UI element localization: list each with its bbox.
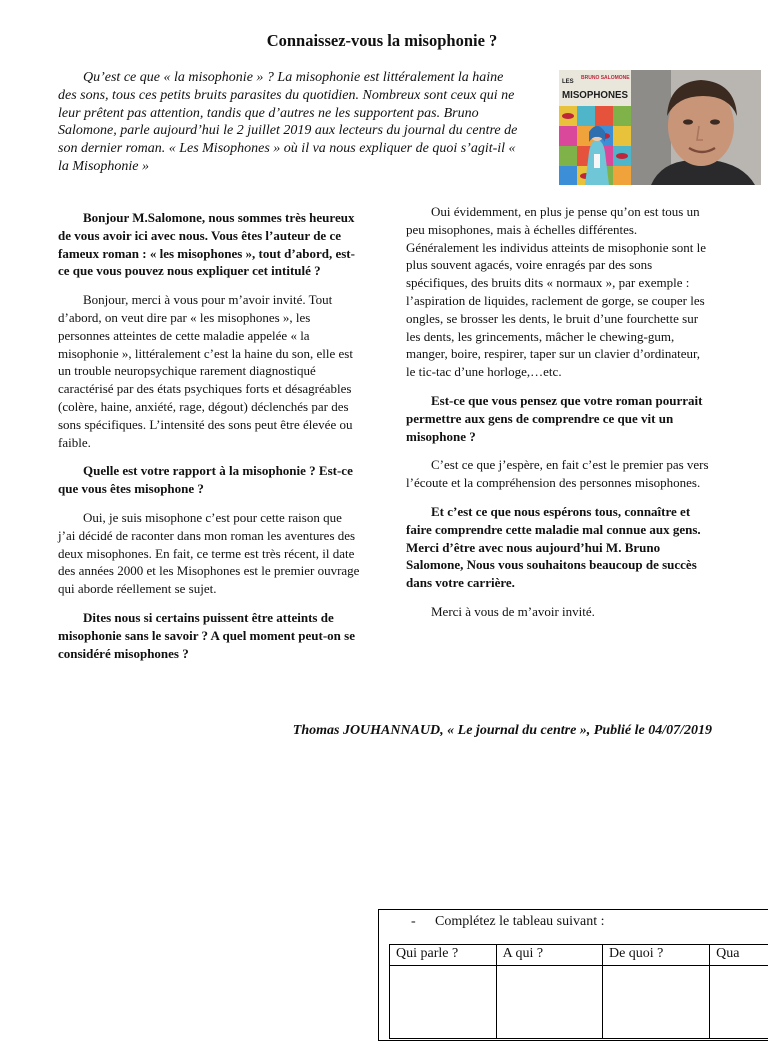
table-header-cell: Qua bbox=[710, 945, 768, 966]
cover-author: BRUNO SALOMONE bbox=[581, 75, 630, 81]
interview-question: Bonjour M.Salomone, nous sommes très heureux de vous avoir ici avec nous. Vous êtes l’auteur de ce fameux roman : « les misophones », tout d’abord, est-ce que vous pouvez nous expliquer cet intitulé ? bbox=[58, 210, 355, 279]
interview-question: Est-ce que vous pensez que votre roman pourrait permettre aux gens de comprendre ce que vit un misophone ? bbox=[406, 392, 703, 444]
table-header-cell: Qui parle ? bbox=[390, 945, 497, 966]
table-empty-cell[interactable] bbox=[710, 966, 768, 1039]
interview-answer: Oui, je suis misophone c’est pour cette raison que j’ai décidé de raconter dans mon roman les aventures des deux misophones. En fait, ce terme est très récent, il date des années 2000 et les Misophones est le premier ouvrage qui aborde réellement se sujet. bbox=[58, 509, 360, 597]
table-empty-cell[interactable] bbox=[496, 966, 602, 1039]
exercise-table bbox=[389, 944, 768, 1039]
bullet-dash: - bbox=[411, 914, 416, 929]
interview-question: Et c’est ce que nous espérons tous, connaître et faire comprendre cette maladie mal connue aux gens. Merci d’être avec nous aujourd’hui M. Bruno Salomone, Nous vous souhaitons beaucoup de succès dans votre carrière. bbox=[406, 503, 701, 591]
intro-paragraph: Qu’est ce que « la misophonie » ? La misophonie est littéralement la haine des sons, tous ces petits bruits parasites du quotidien. Nombreux sont ceux qui ne leur prêtent pas attention, tandis que d’autres ne les supportent pas. Bruno Salomone, parle aujourd’hui le 2 juillet 2019 aux lecteurs du journal du centre de son dernier roman. « Les Misophones » où il va nous expliquer de quoi s’agit-il « la Misophonie » bbox=[58, 70, 518, 174]
table-header-cell: A qui ? bbox=[496, 945, 602, 966]
interview-answer: Merci à vous de m’avoir invité. bbox=[431, 603, 595, 619]
cover-title: MISOPHONES bbox=[562, 89, 628, 101]
interview-answer: Oui évidemment, en plus je pense qu’on est tous un peu misophones, mais à échelles différentes. Généralement les individus atteints de misophonie sont le plus souvent agacés, voire enragés par des sons spécifiques, des bruits dits « normaux », par exemple : l’aspiration de liquides, raclement de gorge, se couper les ongles, se brosser les dents, le bruit d’une fourchette sur les dents, les grincements, mâcher le chewing-gum, manger, boire, respirer, taper sur un clavier d’ordinateur, le tic-tac d’une horloge,…etc. bbox=[406, 204, 707, 380]
cover-prefix: LES bbox=[562, 79, 574, 85]
table-empty-cell[interactable] bbox=[390, 966, 497, 1039]
interview-answer: C’est ce que j’espère, en fait c’est le premier pas vers l’écoute et la compréhension des personnes misophones. bbox=[406, 457, 709, 491]
instruction-text: Complétez le tableau suivant : bbox=[435, 914, 605, 929]
book-cover-image bbox=[559, 70, 631, 185]
exercise-box bbox=[378, 909, 768, 1041]
interview-answer: Bonjour, merci à vous pour m’avoir invité. Tout d’abord, on veut dire par « les misophones », les personnes atteintes de cette maladie appelée « la misophonie », littéralement c’est la haine du son, elle est un trouble neuropsychique rarement diagnostiqué caractérisé par des états psychiques forts et désagréables (colère, haine, anxiété, rage, dégout) déclenchés par des sons spécifiques. L’intensité des sons peut être élevée ou faible. bbox=[58, 292, 353, 450]
table-header-cell: De quoi ? bbox=[602, 945, 709, 966]
column-left bbox=[58, 209, 362, 673]
author-photo bbox=[631, 70, 761, 185]
exercise-instruction bbox=[411, 914, 605, 930]
interview-question: Dites nous si certains puissent être atteints de misophonie sans le savoir ? A quel moment peut-on se considéré misophones ? bbox=[58, 609, 355, 661]
article-title: Connaissez-vous la misophonie ? bbox=[266, 31, 498, 50]
table-empty-cell[interactable] bbox=[602, 966, 709, 1039]
article-signature: Thomas JOUHANNAUD, « Le journal du centre », Publié le 04/07/2019 bbox=[292, 723, 712, 738]
interview-question: Quelle est votre rapport à la misophonie ? Est-ce que vous êtes misophone ? bbox=[58, 463, 353, 497]
column-right bbox=[406, 203, 712, 632]
